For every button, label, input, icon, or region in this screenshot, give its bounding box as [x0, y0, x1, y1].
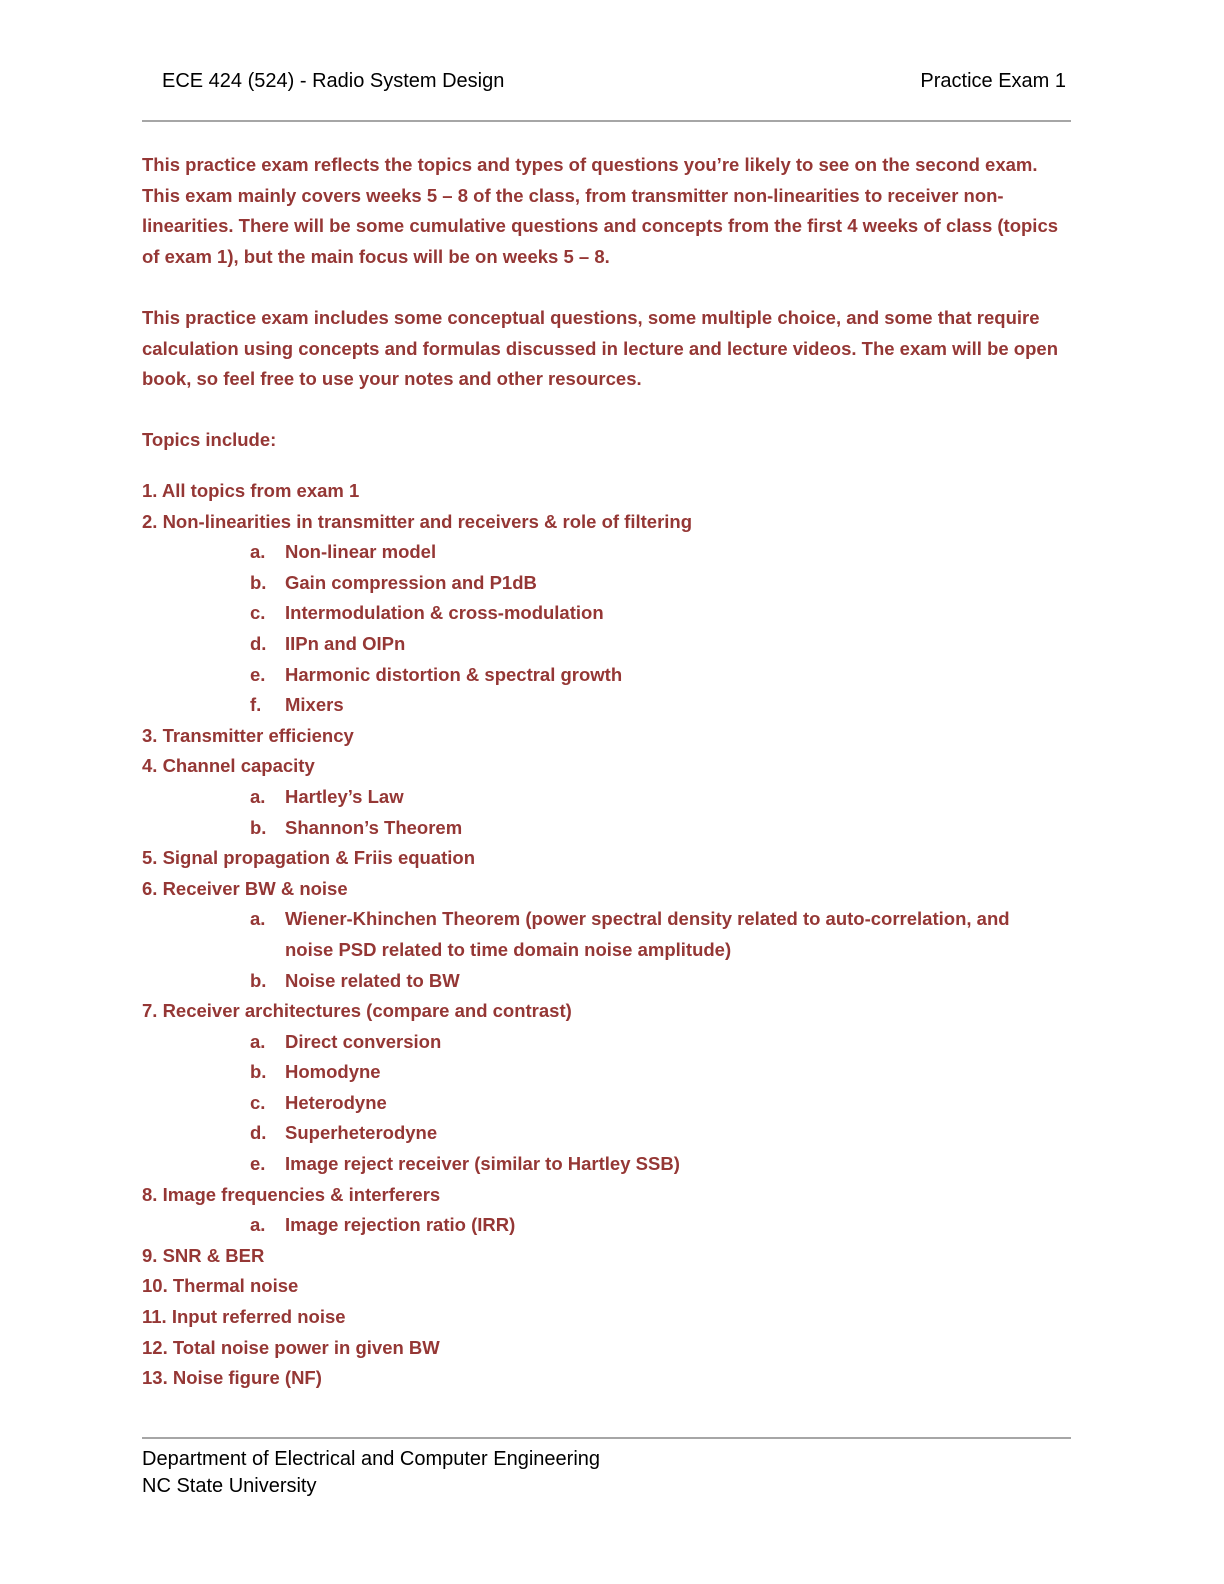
- subtopic-item: [142, 660, 1077, 691]
- topic-item: 5. Signal propagation & Friis equation: [142, 847, 476, 869]
- subtopic-text: Shannon’s Theorem: [285, 816, 463, 838]
- subtopic-text: Superheterodyne: [285, 1122, 438, 1144]
- subtopic-marker: d.: [250, 632, 267, 654]
- subtopic-text: Gain compression and P1dB: [285, 571, 537, 593]
- subtopic-text: Direct conversion: [285, 1030, 442, 1052]
- topic-item: 9. SNR & BER: [142, 1244, 265, 1266]
- topic-item: 12. Total noise power in given BW: [142, 1336, 440, 1358]
- topic-item: 4. Channel capacity: [142, 755, 315, 777]
- subtopic-text: Intermodulation & cross-modulation: [285, 602, 604, 624]
- subtopic-marker: b.: [250, 969, 267, 991]
- subtopic-item: [142, 813, 1077, 844]
- subtopic-marker: a.: [250, 1214, 266, 1236]
- subtopic-item: [142, 537, 1077, 568]
- topic-item: 2. Non-linearities in transmitter and receivers & role of filtering: [142, 510, 693, 532]
- subtopic-text: Image rejection ratio (IRR): [285, 1214, 516, 1236]
- page-footer: [142, 1446, 600, 1500]
- subtopic-marker: d.: [250, 1122, 267, 1144]
- topic-item: 13. Noise figure (NF): [142, 1367, 322, 1389]
- subtopic-marker: e.: [250, 1153, 266, 1175]
- subtopic-item: [142, 1088, 1077, 1119]
- subtopic-text: Heterodyne: [285, 1091, 387, 1113]
- subtopic-marker: b.: [250, 1061, 267, 1083]
- topic-item: 11. Input referred noise: [142, 1306, 346, 1328]
- course-title: ECE 424 (524) - Radio System Design: [162, 70, 505, 92]
- subtopic-item: [142, 1057, 1077, 1088]
- intro-paragraph-2: This practice exam includes some conceptual questions, some multiple choice, and some that require calculation using concepts and formulas discussed in lecture and lecture videos. The exam will be open book, so feel free to use your notes and other resources.: [142, 307, 1058, 390]
- subtopic-item: [142, 966, 1077, 997]
- subtopic-item: [142, 1118, 1077, 1149]
- subtopic-marker: a.: [250, 908, 266, 930]
- subtopic-text: Non-linear model: [285, 541, 437, 563]
- subtopic-item: [142, 1027, 1077, 1058]
- subtopic-item: [142, 1149, 1077, 1180]
- subtopic-text: Image reject receiver (similar to Hartley SSB): [285, 1153, 680, 1175]
- subtopic-text: Noise related to BW: [285, 969, 460, 991]
- subtopic-marker: f.: [250, 694, 262, 716]
- topic-item: 1. All topics from exam 1: [142, 480, 360, 501]
- university-name: NC State University: [142, 1475, 317, 1497]
- subtopic-marker: a.: [250, 785, 266, 807]
- header-divider: [142, 120, 1071, 122]
- page-header: [162, 70, 1066, 100]
- subtopic-text: Hartley’s Law: [285, 785, 404, 807]
- topics-heading: Topics include:: [142, 429, 277, 450]
- subtopic-text: Wiener-Khinchen Theorem (power spectral density related to auto-correlation, and noise PSD related to time domain noise amplitude): [285, 908, 1010, 960]
- subtopic-item: [142, 598, 1077, 629]
- subtopic-marker: c.: [250, 602, 266, 624]
- department-name: Department of Electrical and Computer Engineering: [142, 1448, 601, 1470]
- subtopic-text: Harmonic distortion & spectral growth: [285, 663, 623, 685]
- subtopic-item: [142, 1210, 1077, 1241]
- subtopic-marker: a.: [250, 541, 266, 563]
- document-label: Practice Exam 1: [920, 70, 1066, 92]
- subtopic-item: [142, 904, 1077, 965]
- footer-divider: [142, 1437, 1071, 1439]
- topic-item: 10. Thermal noise: [142, 1275, 299, 1297]
- subtopic-text: IIPn and OIPn: [285, 632, 406, 654]
- topic-item: 3. Transmitter efficiency: [142, 724, 354, 746]
- subtopic-item: [142, 629, 1077, 660]
- subtopic-item: [142, 690, 1077, 721]
- intro-paragraph-1: This practice exam reflects the topics and types of questions you’re likely to see on the second exam. This exam mainly covers weeks 5 – 8 of the class, from transmitter non-linearities to receiver non-linearities. There will be some cumulative questions and concepts from the first 4 weeks of class (topics of exam 1), but the main focus will be on weeks 5 – 8.: [142, 154, 1059, 267]
- subtopic-marker: a.: [250, 1030, 266, 1052]
- topics-list: [142, 476, 1077, 1394]
- subtopic-marker: b.: [250, 816, 267, 838]
- subtopic-item: [142, 568, 1077, 599]
- subtopic-marker: e.: [250, 663, 266, 685]
- subtopic-marker: b.: [250, 571, 267, 593]
- subtopic-item: [142, 782, 1077, 813]
- subtopic-text: Mixers: [285, 694, 344, 716]
- topic-item: 7. Receiver architectures (compare and contrast): [142, 1000, 572, 1022]
- topic-item: 8. Image frequencies & interferers: [142, 1183, 441, 1205]
- subtopic-marker: c.: [250, 1091, 266, 1113]
- topic-item: 6. Receiver BW & noise: [142, 877, 348, 899]
- subtopic-text: Homodyne: [285, 1061, 381, 1083]
